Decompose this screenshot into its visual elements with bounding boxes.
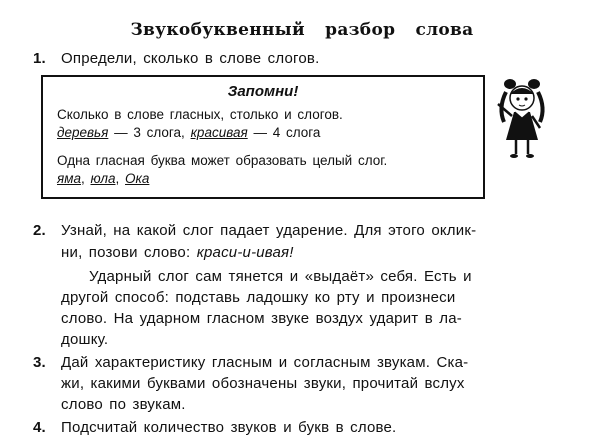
remember-box xyxy=(41,75,485,199)
step-3-cont: слово по звукам. xyxy=(61,396,186,413)
step-text: Узнай, на какой слог падает ударение. Для этого оклик- xyxy=(61,222,477,239)
example-note: — 3 слога, xyxy=(114,125,185,140)
step-2-cont xyxy=(61,244,294,261)
step-3 xyxy=(33,354,468,371)
step-number: 1. xyxy=(33,50,46,67)
example-word: деревья xyxy=(57,125,109,140)
step-3-cont: жи, какими буквами обозначены звуки, прочитай вслух xyxy=(61,375,465,392)
example-word: яма xyxy=(57,171,81,186)
step-text: Дай характеристику гласным и согласным звукам. Ска- xyxy=(61,354,469,371)
step-text: ни, позови слово: xyxy=(61,244,191,261)
example-word: красивая xyxy=(190,125,248,140)
paragraph-line: слово. На ударном гласном звуке воздух ударит в ла- xyxy=(61,310,462,327)
paragraph-line: Ударный слог сам тянется и «выдаёт» себя. Есть и xyxy=(89,268,472,285)
step-number: 4. xyxy=(33,419,46,436)
step-number: 2. xyxy=(33,222,46,239)
example-note: — 4 слога xyxy=(253,125,321,140)
example-word: Ока xyxy=(125,171,150,186)
step-text: Подсчитай количество звуков и букв в слове. xyxy=(61,419,397,436)
page-title: Звукобуквенный разбор слова xyxy=(130,20,474,40)
rule-vowel-syllable: Одна гласная буква может образовать целый слог. xyxy=(57,153,388,168)
rule-syllables: Сколько в слове гласных, столько и слогов. xyxy=(57,107,343,122)
paragraph-line: дошку. xyxy=(61,331,109,348)
step-number: 3. xyxy=(33,354,46,371)
step-4 xyxy=(33,419,396,436)
example-word: юла xyxy=(90,171,116,186)
paragraph-line: другой способ: подставь ладошку ко рту и произнеси xyxy=(61,289,456,306)
rule-vowel-examples: яма, юла, Ока xyxy=(57,171,150,186)
step-1 xyxy=(33,50,319,67)
girl-illustration xyxy=(490,70,550,160)
step-2 xyxy=(33,222,476,239)
example-call: краси-и-ивая! xyxy=(196,244,294,261)
rule-examples xyxy=(57,125,320,140)
remember-title: Запомни! xyxy=(227,83,299,100)
step-text: Определи, сколько в слове слогов. xyxy=(61,50,320,67)
